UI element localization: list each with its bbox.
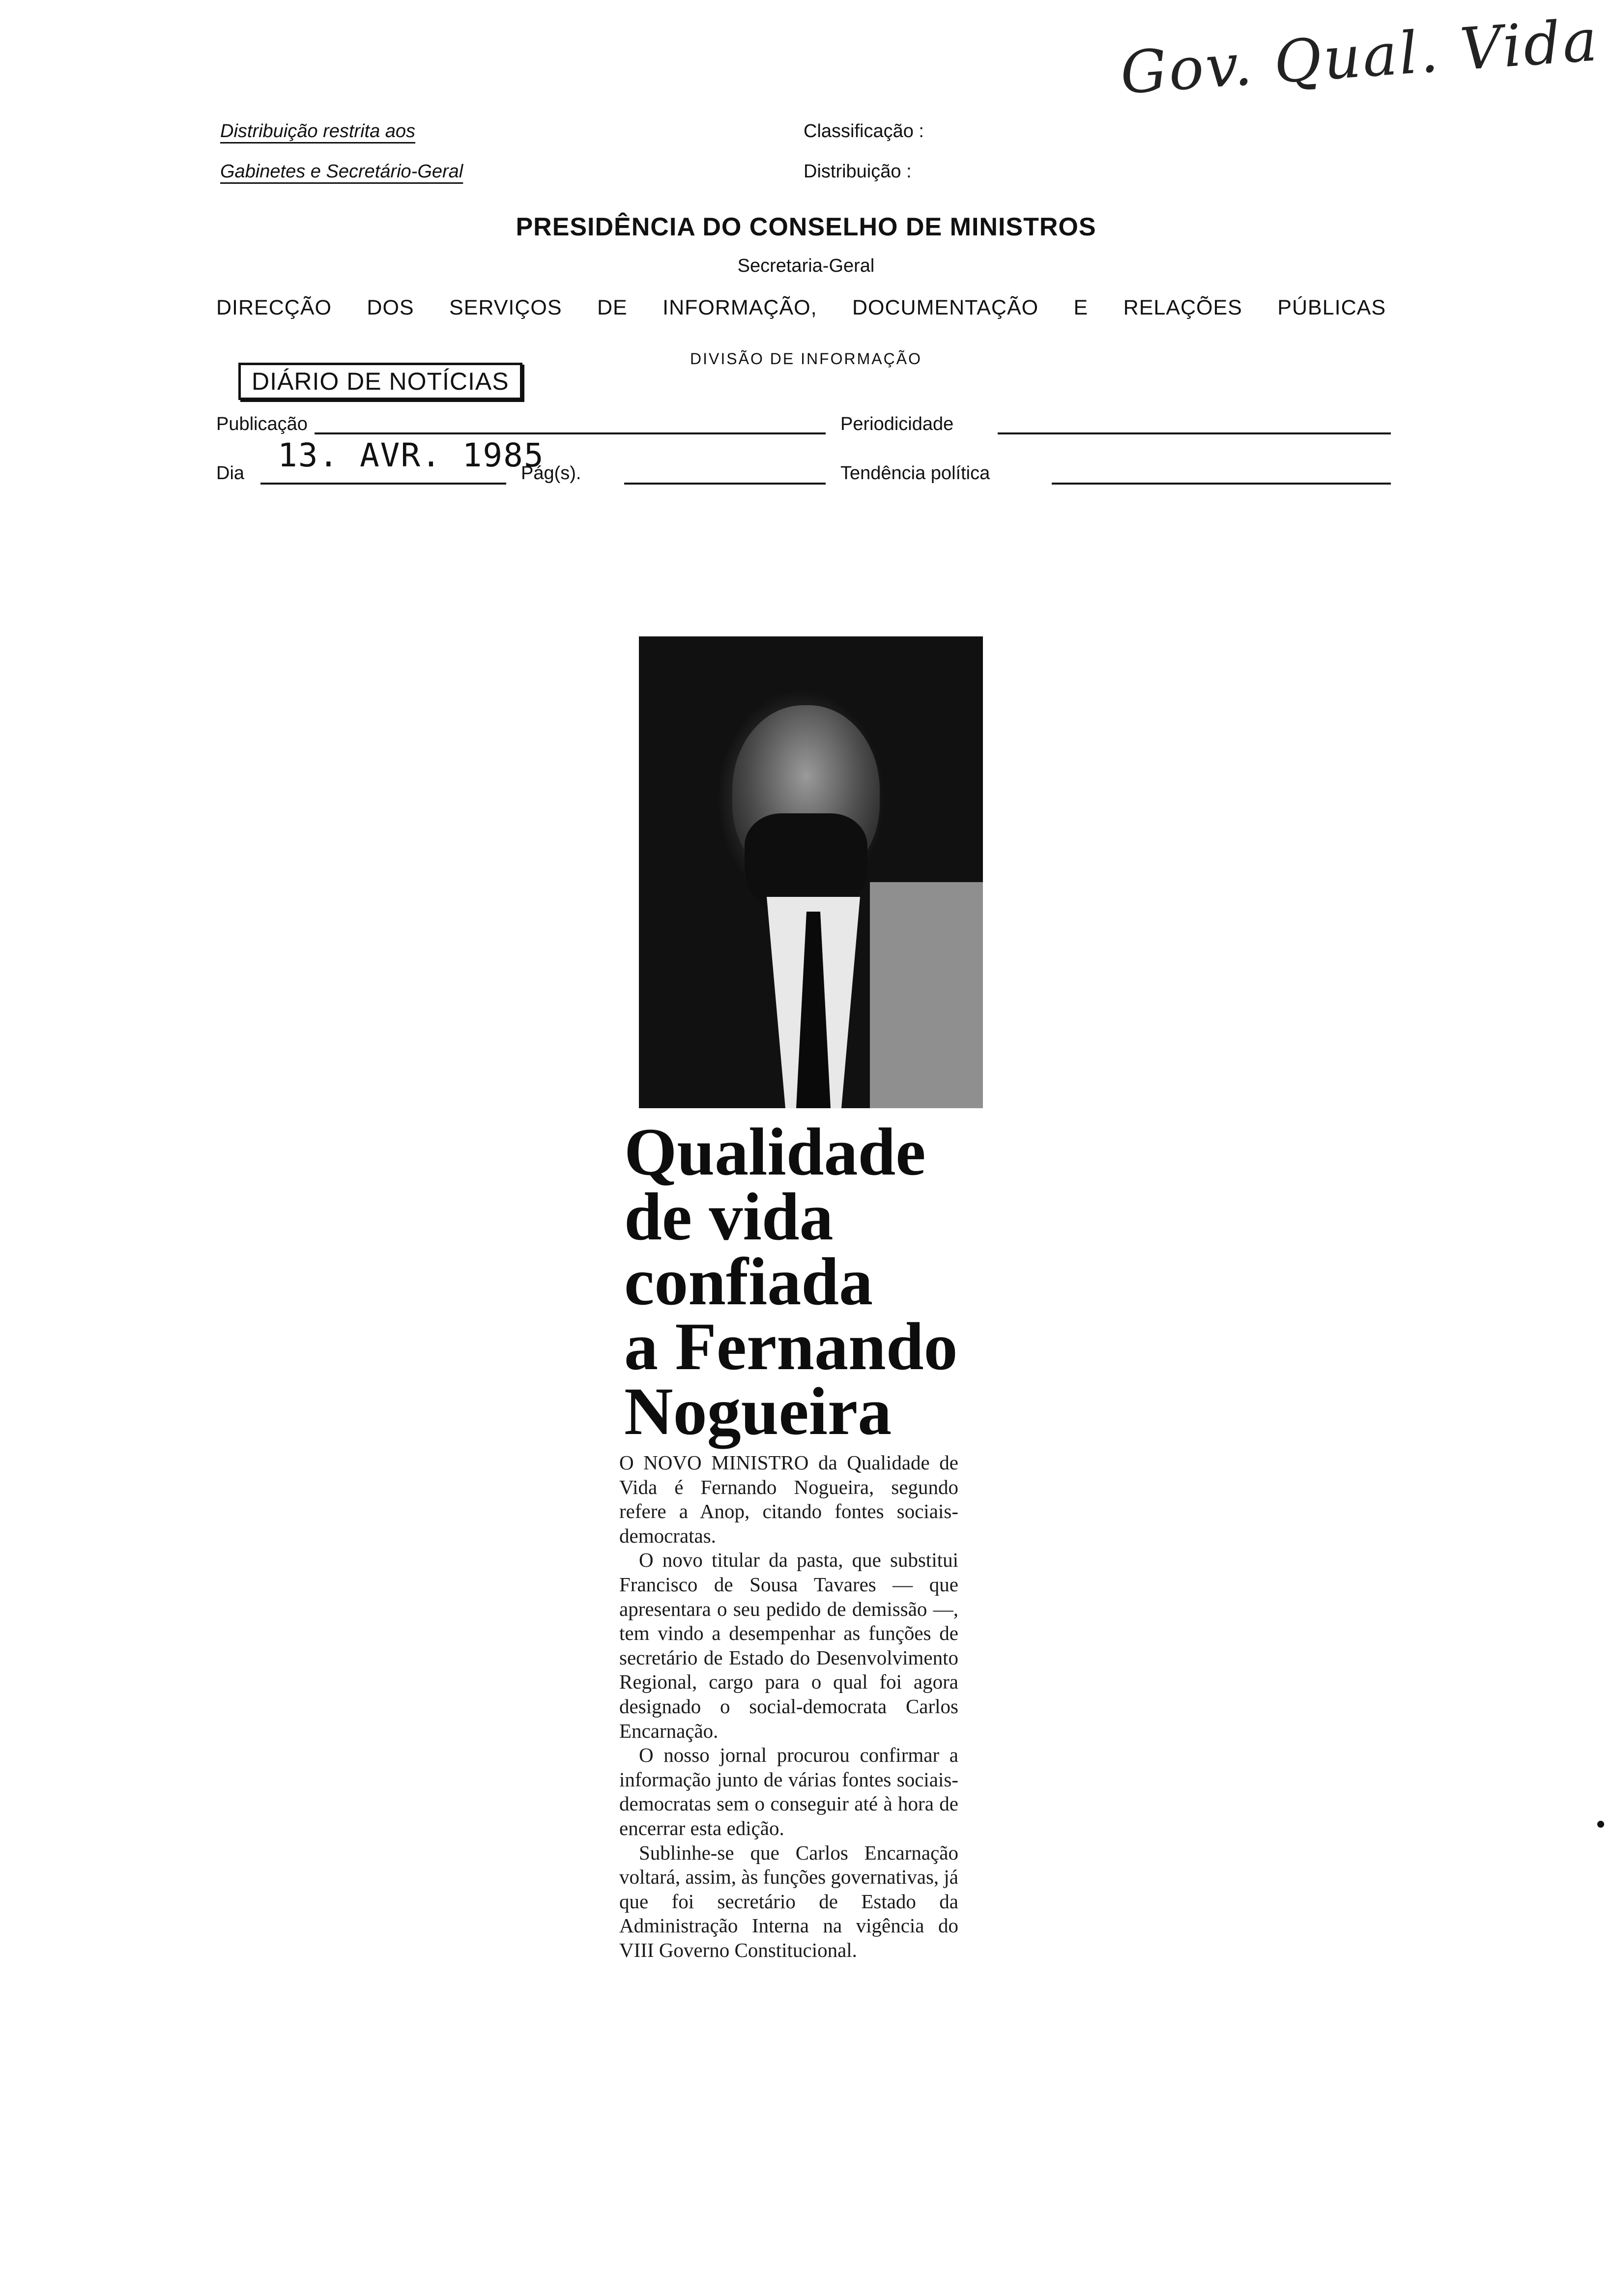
day-line [260,483,506,485]
pages-line [624,483,826,485]
distribution-restriction-line2: Gabinetes e Secretário-Geral [220,161,463,182]
publication-stamp: DIÁRIO DE NOTÍCIAS [238,363,522,400]
article-paragraph: Sublinhe-se que Carlos Encarnação voltará, assim, às funções governativas, já que foi secretário de Estado da Administração Interna na vigência do VIII Governo Constitucional. [619,1841,958,1961]
article-paragraph: O novo titular da pasta, que substitui Francisco de Sousa Tavares — que apresentara o seu pedido de demissão —, tem vindo a desempenhar as funções de secretário de Estado do Desenvolvimento Regional, cargo para o qual foi agora designado o social-democrata Carlos Encarnação. [619,1549,958,1742]
date-stamp: 13. AVR. 1985 [278,436,545,474]
periodicity-line [998,432,1391,434]
headline-line: a Fernando [624,1309,958,1384]
political-tendency-line [1052,483,1391,485]
division-title: DIVISÃO DE INFORMAÇÃO [690,350,922,368]
pages-label: Pág(s). [521,463,581,484]
headline-line: confiada [624,1244,873,1319]
day-label: Dia [216,463,245,484]
publication-line [315,432,826,434]
directorate-title: DIRECÇÃO DOS SERVIÇOS DE INFORMAÇÃO, DOCUMENTAÇÃO E RELAÇÕES PÚBLICAS [216,296,1386,319]
article-paragraph: O NOVO MINISTRO da Qualidade de Vida é Fernando Nogueira, segundo refere a Anop, citando fontes sociais-democratas. [619,1451,958,1547]
headline-line: de vida [624,1179,834,1254]
minister-photo [639,636,983,1108]
article-headline [624,1114,998,1449]
headline-line: Nogueira [624,1374,892,1449]
page-title: PRESIDÊNCIA DO CONSELHO DE MINISTROS [516,213,1096,241]
margin-dot [1597,1821,1604,1828]
page-subtitle: Secretaria-Geral [737,256,875,276]
distribution-restriction-line1: Distribuição restrita aos [220,121,416,142]
periodicity-label: Periodicidade [840,414,954,434]
article-body [619,1451,958,1962]
publication-label: Publicação [216,414,308,434]
headline-line: Qualidade [624,1114,926,1189]
classification-label: Classificação : [804,121,924,142]
political-tendency-label: Tendência política [840,463,990,484]
article-paragraph: O nosso jornal procurou confirmar a informação junto de várias fontes sociais-democratas sem o conseguir até à hora de encerrar esta edição. [619,1744,958,1839]
distribution-label: Distribuição : [804,161,912,182]
handwritten-annotation: Gov. Qual. Vida [1118,6,1602,107]
